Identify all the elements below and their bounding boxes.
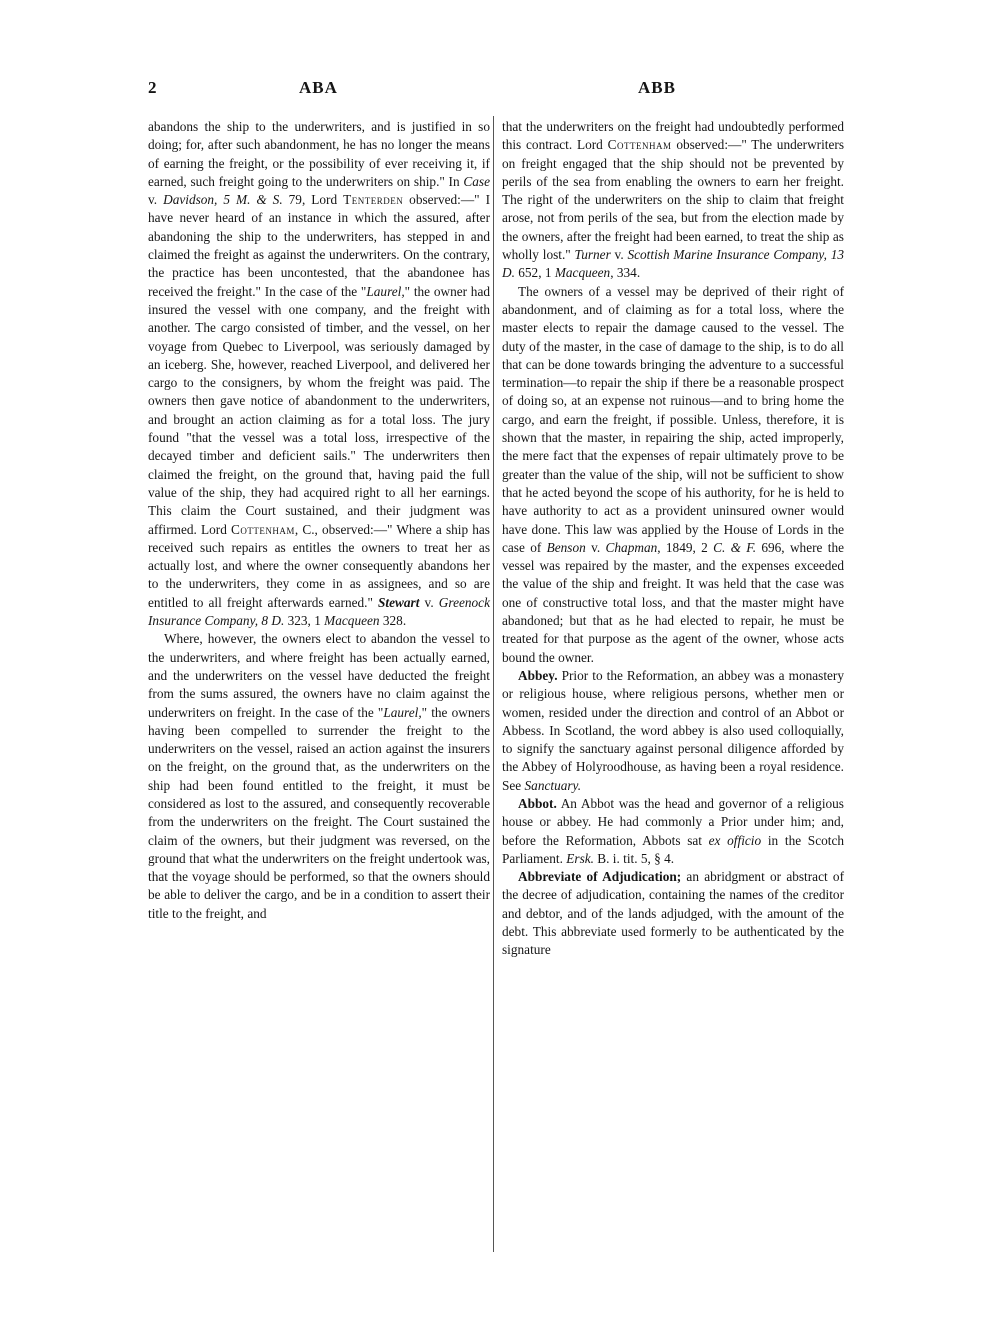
right-running-head: ABB bbox=[638, 78, 676, 97]
column-divider bbox=[493, 116, 494, 1252]
left-column bbox=[148, 118, 490, 923]
page-number: 2 bbox=[148, 78, 157, 97]
paragraph-continued-freight: that the underwriters on the freight had undoubtedly performed this contract. Lord Cottenham observed:—" The underwriters on freight engaged that the ship should not be prevented by perils of the sea from enabling the owners to earn her freight. The right of the underwriters on the ship to claim that freight arose, not from perils of the sea, but from the election made by the owners, after the freight had been earned, to treat the ship as wholly lost." Turner v. Scottish Marine Insurance Company, 13 D. 652, 1 Macqueen, 334. bbox=[502, 119, 844, 281]
page-header bbox=[0, 78, 1000, 104]
paragraph-master-repair: The owners of a vessel may be deprived of their right of abandonment, and of claiming as for a total loss, where the master elects to repair the damage caused to the vessel. The duty of the master, in the case of damage to the ship, is to do all that can be done towards bringing the adventure to a successful termination—to repair the ship if there be a reasonable prospect of doing so, at an expense not ruinous—and to bring home the cargo, and earn the freight, if possible. Unless, therefore, it is shown that the master, in repairing the ship, acted improperly, the mere fact that the expenses of repair ultimately prove to be greater than the value of the ship, will not be sufficient to show that he acted beyond the scope of his authority, for he is held to have authority to act as a provident uninsured owner would have done. This law was applied by the House of Lords in the case of Benson v. Chapman, 1849, 2 C. & F. 696, where the vessel was repaired by the master, and the expenses exceeded the value of the ship and freight. It was held that the case was one of constructive total loss, and that the master might have abandoned; but that as he had elected to repair, he must be treated for that purpose as the agent of the owner, whose acts bound the owner. bbox=[502, 283, 844, 665]
entry-abbot: Abbot. An Abbot was the head and governor of a religious house or abbey. He had commonly a Prior under him; and, before the Reformation, Abbots sat ex officio in the Scotch Parliament. Ersk. B. i. tit. 5, § 4. bbox=[502, 795, 844, 866]
paragraph-owners-elect-abandon: Where, however, the owners elect to abandon the vessel to the underwriters, and where freight has been actually earned, and the underwriters on the vessel have deducted the freight from the sums assured, the owners have no claim against the underwriters on freight. In the case of the "Laurel," the owners having been compelled to surrender the freight to the underwriters on the vessel, raised an action against the insurers on the freight, on the ground that, as the underwriters on the ship had been found entitled to the freight, it must be considered as lost to the assured, and consequently recoverable from the underwriters on the freight. The Court sustained the claim of the owners, but their judgment was reversed, on the ground that what the underwriters on the freight undertook was, that the voyage should be performed, so that the owners should be able to deliver the cargo, and be in a condition to assert their title to the freight, and bbox=[148, 631, 490, 921]
right-column bbox=[502, 118, 844, 960]
paragraph-abandonment-freight: abandons the ship to the underwriters, and is justified in so doing; for, after such abandonment, he has no longer the means of earning the freight, or the possibility of ever receiving it, if earned, such freight going to the underwriters on ship." In Case v. Davidson, 5 M. & S. 79, Lord Tenterden observed:—" I have never heard of an instance in which the assured, after abandoning the ship to the underwriters, has stepped in and claimed the freight as against the underwriters. On the contrary, the practice has been uncontested, that the abandonee has received the freight." In the case of the "Laurel," the owner had insured the vessel with one company, and the freight with another. The cargo consisted of timber, and the vessel, on her voyage from Quebec to Liverpool, was seriously damaged by an iceberg. She, however, reached Liverpool, and delivered her cargo to the consigners, by whom the freight was paid. The owners then gave notice of abandonment to the underwriters, and brought an action claiming as for a total loss. The jury found "that the vessel was a total loss, irrespective of the decayed timber and deficient sails." The underwriters then claimed the freight, on the ground that, having paid the full value of the ship, they had acquired right to all her earnings. This claim the Court sustained, and their judgment was affirmed. Lord Cottenham, C., observed:—" Where a ship has received such repairs as entitles the owners to treat her as actually lost, and where the owner consequently abandons her to the underwriters, they come in as assignees, and so are entitled to all freight afterwards earned." Stewart v. Greenock Insurance Company, 8 D. 323, 1 Macqueen 328. bbox=[148, 119, 491, 629]
left-running-head: ABA bbox=[299, 78, 338, 97]
entry-abbreviate-of-adjudication: Abbreviate of Adjudication; an abridgment or abstract of the decree of adjudication, containing the names of the creditor and debtor, and of the lands adjudged, with the amount of the debt. This abbreviate used formerly to be authenticated by the signature bbox=[502, 869, 844, 958]
entry-abbey: Abbey. Prior to the Reformation, an abbey was a monastery or religious house, where religious persons, whether men or women, resided under the direction and control of an Abbot or Abbess. In Scotland, the word abbey is also used colloquially, to signify the sanctuary against personal diligence afforded by the Abbey of Holyroodhouse, as having been a royal residence. See Sanctuary. bbox=[502, 667, 844, 793]
headword-abbot: Abbot. bbox=[518, 795, 557, 811]
headword-abbreviate: Abbreviate of Adjudication; bbox=[518, 869, 682, 885]
headword-abbey: Abbey. bbox=[518, 667, 558, 683]
